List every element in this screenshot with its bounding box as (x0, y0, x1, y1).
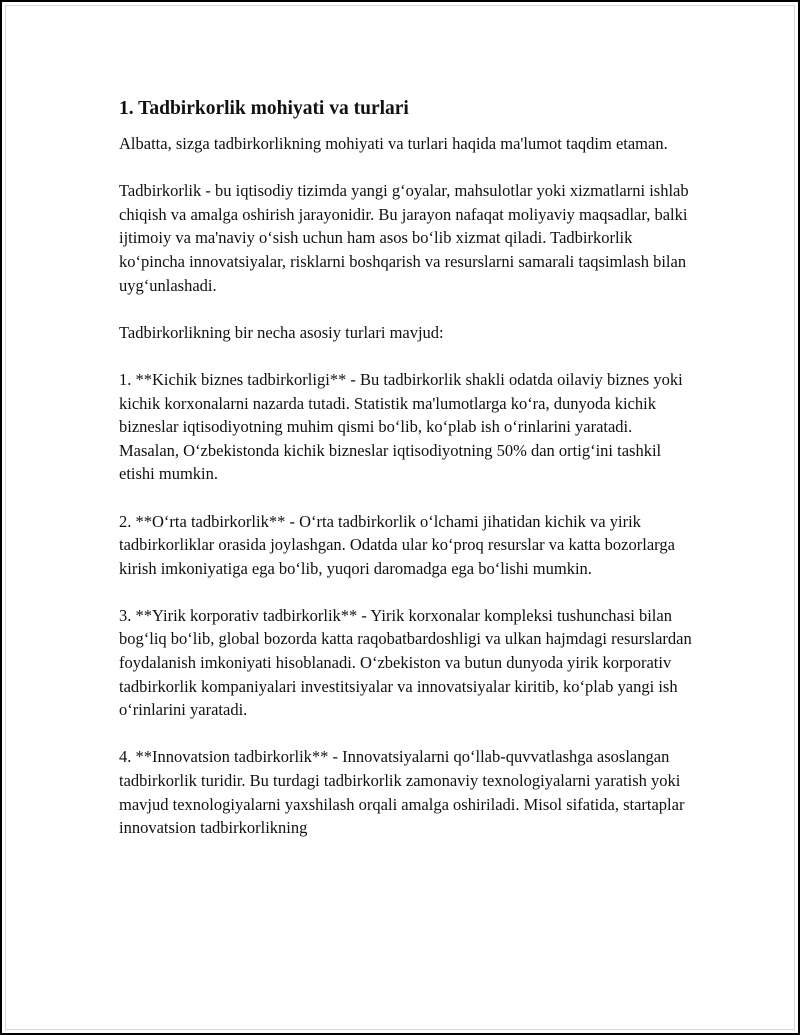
paragraph-type-large-corporate: 3. **Yirik korporativ tadbirkorlik** - Yirik korxonalar kompleksi tushunchasi bilan bog‘liq bo‘lib, global bozorda katta raqobatbardoshligi va ulkan hajmdagi resurslardan foydalanish imkoniyati hisoblanadi. O‘zbekiston va butun dunyoda yirik korporativ tadbirkorlik kompaniyalari investitsiyalar va innovatsiyalar kiritib, ko‘plab yangi ish o‘rinlarini yaratadi. (119, 605, 692, 720)
paragraph-intro: Albatta, sizga tadbirkorlikning mohiyati va turlari haqida ma'lumot taqdim etaman. (119, 134, 668, 153)
document-body (119, 97, 694, 863)
paragraph-type-innovative: 4. **Innovatsion tadbirkorlik** - Innovatsiyalarni qo‘llab-quvvatlashga asoslangan tadbirkorlik turidir. Bu turdagi tadbirkorlik zamonaviy texnologiyalarni yaratish yoki mavjud texnologiyalarni yaxshilash orqali amalga oshiriladi. Misol sifatida, startaplar innovatsion tadbirkorlikning (119, 747, 685, 838)
section-heading: 1. Tadbirkorlik mohiyati va turlari (119, 98, 409, 119)
paragraph-type-small-business: 1. **Kichik biznes tadbirkorligi** - Bu tadbirkorlik shakli odatda oilaviy biznes yoki kichik korxonalarni nazarda tutadi. Statistik ma'lumotlarga ko‘ra, dunyoda kichik bizneslar iqtisodiyotning muhim qismi bo‘lib, ko‘plab ish o‘rinlarini yaratadi. Masalan, O‘zbekistonda kichik bizneslar iqtisodiyotning 50% dan ortig‘ini tashkil etishi mumkin. (119, 369, 683, 484)
paragraph-definition: Tadbirkorlik - bu iqtisodiy tizimda yangi g‘oyalar, mahsulotlar yoki xizmatlarni ishlab chiqish va amalga oshirish jarayonidir. Bu jarayon nafaqat moliyaviy maqsadlar, balki ijtimoiy va ma'naviy o‘sish uchun ham asos bo‘lib xizmat qiladi. Tadbirkorlik ko‘pincha innovatsiyalar, risklarni boshqarish va resurslarni samarali taqsimlash bilan uyg‘unlashadi. (119, 181, 689, 295)
paragraph-type-medium-business: 2. **O‘rta tadbirkorlik** - O‘rta tadbirkorlik o‘lchami jihatidan kichik va yirik tadbirkorliklar orasida joylashgan. Odatda ular ko‘proq resurslar va katta bozorlarga kirish imkoniyatiga ega bo‘lib, yuqori daromadga ega bo‘lishi mumkin. (119, 511, 675, 578)
paragraph-types-lead: Tadbirkorlikning bir necha asosiy turlari mavjud: (119, 322, 444, 342)
